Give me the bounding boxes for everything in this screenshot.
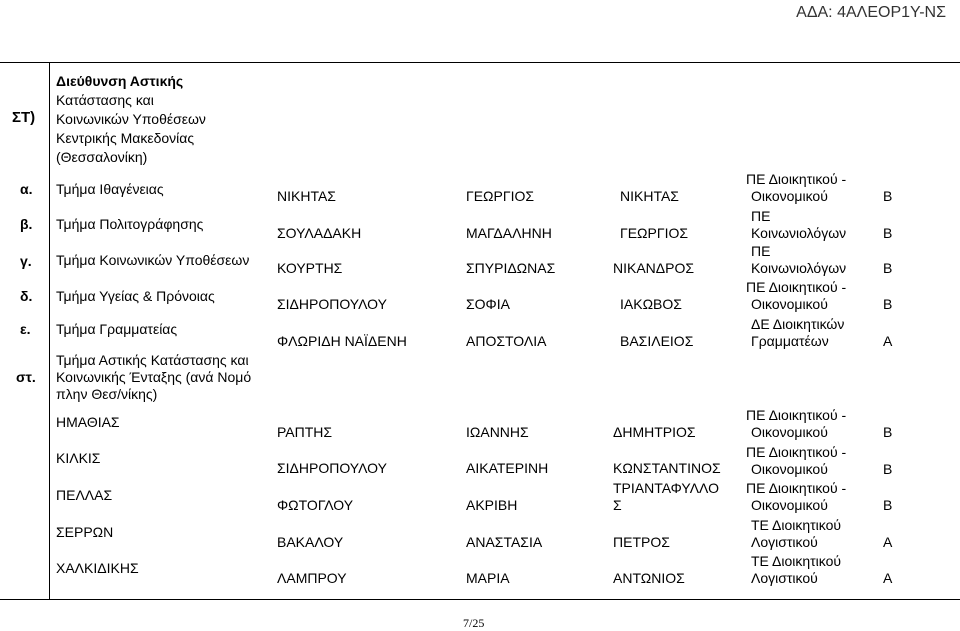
dept-name-e: Τμήμα Γραμματείας [56, 321, 178, 337]
table-bottom-border [0, 599, 960, 600]
section-letter: ΣΤ) [12, 109, 36, 126]
dept-letter-c: γ. [20, 253, 32, 269]
first-name: ΣΠΥΡΙΔΩΝΑΣ [466, 260, 556, 276]
category-line-1: ΤΕ Διοικητικού [751, 517, 842, 533]
dept-name-d: Τμήμα Υγείας & Πρόνοιας [56, 288, 215, 304]
surname: ΦΛΩΡΙΔΗ ΝΑΪΔΕΝΗ [277, 333, 407, 349]
father-name-line-2: Σ [613, 497, 622, 513]
section-title-line-3: Κοινωνικών Υποθέσεων [56, 111, 206, 127]
grade: Α [883, 570, 893, 586]
category-line-2: Οικονομικού [751, 188, 828, 204]
section-title-line-5: (Θεσσαλονίκη) [56, 149, 148, 165]
category-line-1: ΤΕ Διοικητικού [751, 553, 842, 569]
surname: ΣΙΔΗΡΟΠΟΥΛΟΥ [277, 296, 387, 312]
dept-name-st-line-3: πλην Θεσ/νίκης) [56, 386, 158, 402]
surname: ΣΙΔΗΡΟΠΟΥΛΟΥ [277, 460, 387, 476]
section-title-line-4: Κεντρικής Μακεδονίας [56, 130, 195, 146]
document-code: ΑΔΑ: 4ΑΛΕΟΡ1Υ-ΝΣ [796, 4, 946, 21]
father-name: ΑΝΤΩΝΙΟΣ [613, 570, 685, 586]
grade: Α [883, 534, 893, 550]
father-name: ΔΗΜΗΤΡΙΟΣ [613, 424, 696, 440]
surname: ΡΑΠΤΗΣ [277, 424, 333, 440]
category-line-2: Λογιστικού [751, 534, 818, 550]
dept-letter-st: στ. [16, 369, 36, 385]
father-name: ΙΑΚΩΒΟΣ [620, 296, 682, 312]
category-line-1: ΠΕ Διοικητικού - [746, 444, 847, 460]
category-line-2: Οικονομικού [751, 296, 828, 312]
region-chalkidiki: ΧΑΛΚΙΔΙΚΗΣ [56, 560, 139, 576]
category-line-2: Λογιστικού [751, 570, 818, 586]
grade: Β [883, 260, 893, 276]
grade: Β [883, 424, 893, 440]
dept-letter-e: ε. [20, 321, 31, 337]
grade: Β [883, 188, 893, 204]
category-line-2: Κοινωνιολόγων [751, 225, 847, 241]
section-title-line-1: Διεύθυνση Αστικής [56, 73, 184, 89]
first-name: ΑΚΡΙΒΗ [466, 497, 518, 513]
first-name: ΓΕΩΡΓΙΟΣ [466, 188, 534, 204]
father-name: ΠΕΤΡΟΣ [613, 534, 670, 550]
category-line-2: Οικονομικού [751, 424, 828, 440]
category-line-2: Κοινωνιολόγων [751, 260, 847, 276]
category-line-1: ΠΕ Διοικητικού - [746, 171, 847, 187]
first-name: ΜΑΡΙΑ [466, 570, 510, 586]
category-line-2: Γραμματέων [751, 333, 829, 349]
column-divider [49, 62, 50, 599]
dept-letter-d: δ. [20, 288, 33, 304]
category-line-1: ΠΕ Διοικητικού - [746, 279, 847, 295]
category-line-2: Οικονομικού [751, 461, 828, 477]
grade: Α [883, 333, 893, 349]
surname: ΚΟΥΡΤΗΣ [277, 260, 343, 276]
father-name: ΓΕΩΡΓΙΟΣ [620, 225, 688, 241]
dept-name-st-line-1: Τμήμα Αστικής Κατάστασης και [56, 352, 249, 368]
page-number: 7/25 [463, 616, 485, 630]
grade: Β [883, 461, 893, 477]
first-name: ΑΙΚΑΤΕΡΙΝΗ [466, 460, 549, 476]
first-name: ΣΟΦΙΑ [466, 296, 510, 312]
first-name: ΙΩΑΝΝΗΣ [466, 424, 529, 440]
dept-letter-a: α. [20, 181, 33, 197]
category-line-1: ΠΕ [751, 208, 771, 224]
category-line-1: ΔΕ Διοικητικών [751, 316, 845, 332]
region-pella: ΠΕΛΛΑΣ [56, 487, 113, 503]
category-line-1: ΠΕ Διοικητικού - [746, 480, 847, 496]
dept-name-a: Τμήμα Ιθαγένειας [56, 181, 164, 197]
grade: Β [883, 296, 893, 312]
category-line-1: ΠΕ [751, 243, 771, 259]
region-serres: ΣΕΡΡΩΝ [56, 524, 114, 540]
father-name: ΚΩΝΣΤΑΝΤΙΝΟΣ [613, 460, 721, 476]
category-line-2: Οικονομικού [751, 497, 828, 513]
grade: Β [883, 225, 893, 241]
father-name: ΝΙΚΑΝΔΡΟΣ [613, 260, 695, 276]
surname: ΛΑΜΠΡΟΥ [277, 570, 347, 586]
dept-name-b: Τμήμα Πολιτογράφησης [56, 216, 204, 232]
dept-name-c: Τμήμα Κοινωνικών Υποθέσεων [56, 252, 250, 268]
dept-letter-b: β. [20, 216, 33, 232]
surname: ΝΙΚΗΤΑΣ [277, 188, 336, 204]
first-name: ΜΑΓΔΑΛΗΝΗ [466, 225, 552, 241]
section-title-line-2: Κατάστασης και [56, 92, 154, 108]
dept-name-st-line-2: Κοινωνικής Ένταξης (ανά Νομό [56, 369, 252, 385]
surname: ΣΟΥΛΑΔΑΚΗ [277, 225, 362, 241]
table-top-border [0, 62, 960, 63]
category-line-1: ΠΕ Διοικητικού - [746, 407, 847, 423]
first-name: ΑΝΑΣΤΑΣΙΑ [466, 534, 543, 550]
first-name: ΑΠΟΣΤΟΛΙΑ [466, 333, 547, 349]
father-name-line-1: ΤΡΙΑΝΤΑΦΥΛΛΟ [613, 480, 719, 496]
region-imathia: ΗΜΑΘΙΑΣ [56, 414, 120, 430]
region-kilkis: ΚΙΛΚΙΣ [56, 450, 101, 466]
grade: Β [883, 497, 893, 513]
surname: ΦΩΤΟΓΛΟΥ [277, 497, 354, 513]
father-name: ΝΙΚΗΤΑΣ [620, 188, 679, 204]
father-name: ΒΑΣΙΛΕΙΟΣ [620, 333, 694, 349]
surname: ΒΑΚΑΛΟΥ [277, 534, 344, 550]
